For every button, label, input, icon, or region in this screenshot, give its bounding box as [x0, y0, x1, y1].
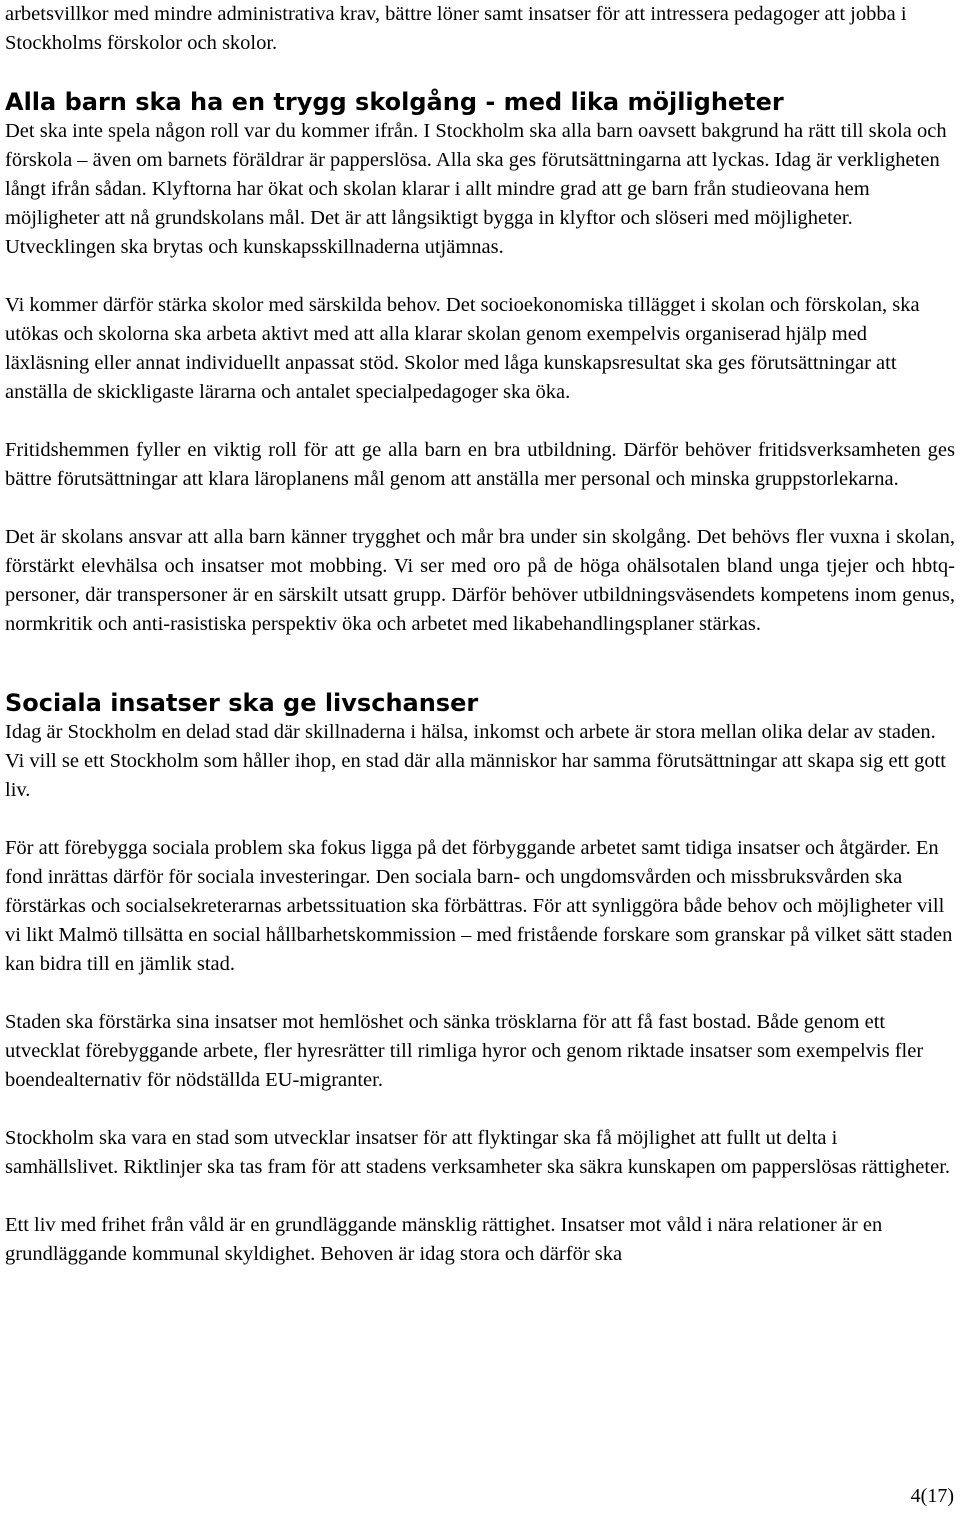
paragraph: Stockholm ska vara en stad som utvecklar insatser för att flyktingar ska få möjlighet att fullt ut delta i samhällslivet. Riktlinjer ska tas fram för att stadens verksamheter ska säkra kunskapen om papperslösas rättigheter.: [5, 1127, 951, 1178]
spacer: [5, 1095, 955, 1124]
spacer: [5, 58, 955, 87]
spacer: [5, 805, 955, 834]
paragraph: Staden ska förstärka sina insatser mot hemlöshet och sänka trösklarna för att få fast bostad. Både genom ett utvecklat förebyggande arbete, fler hyresrätter till rimliga hyror och genom riktade insatser som exempelvis fler boendealternativ för nödställda EU-migranter.: [5, 1011, 924, 1091]
section-heading-sociala-insatser: Sociala insatser ska ge livschanser: [5, 689, 479, 717]
paragraph: Fritidshemmen fyller en viktig roll för att ge alla barn en bra utbildning. Därför behöver fritidsverksamheten ges bättre förutsättningar att klara läroplanens mål genom att anställa mer personal och minska gruppstorlekarna.: [5, 439, 955, 490]
paragraph: För att förebygga sociala problem ska fokus ligga på det förbyggande arbetet samt tidiga insatser och åtgärder. En fond inrättas därför för sociala investeringar. Den sociala barn- och ungdomsvården och missbruksvården ska förstärkas och socialsekreterarnas arbetssituation ska förbättras. För att synliggöra både behov och möjligheter vill vi likt Malmö tillsätta en social hållbarhetskommission – med fristående forskare som granskar på vilket sätt staden kan bidra till en jämlik stad.: [5, 837, 953, 975]
paragraph: Idag är Stockholm en delad stad där skillnaderna i hälsa, inkomst och arbete är stora mellan olika delar av staden. Vi vill se ett Stockholm som håller ihop, en stad där alla människor har samma förutsättningar att skapa sig ett gott liv.: [5, 721, 946, 801]
spacer: [5, 407, 955, 436]
paragraph: Ett liv med frihet från våld är en grundläggande mänsklig rättighet. Insatser mot våld i nära relationer är en grundläggande kommunal skyldighet. Behoven är idag stora och därför ska: [5, 1214, 883, 1265]
paragraph: Det ska inte spela någon roll var du kommer ifrån. I Stockholm ska alla barn oavsett bakgrund ha rätt till skola och förskola – även om barnets föräldrar är papperslösa. Alla ska ges förutsättningarna att lyckas. Idag är verkligheten långt ifrån sådan. Klyftorna har ökat och skolan klarar i allt mindre grad att ge barn från studieovana hem möjligheter att nå grundskolans mål. Det är att långsiktigt bygga in klyftor och slöseri med möjligheter. Utvecklingen ska brytas och kunskapsskillnaderna utjämnas.: [5, 120, 947, 258]
spacer: [5, 494, 955, 523]
page-number: 4(17): [910, 1485, 954, 1507]
spacer: [5, 262, 955, 291]
section-heading-skolgang: Alla barn ska ha en trygg skolgång - med lika möjligheter: [5, 88, 784, 116]
paragraph: Vi kommer därför stärka skolor med särskilda behov. Det socioekonomiska tillägget i skolan och förskolan, ska utökas och skolorna ska arbeta aktivt med att alla klarar skolan genom exempelvis organiserad hjälp med läxläsning eller annat individuellt anpassat stöd. Skolor med låga kunskapsresultat ska ges förutsättningar att anställa de skickligaste lärarna och antalet specialpedagoger ska öka.: [5, 294, 920, 403]
intro-paragraph: arbetsvillkor med mindre administrativa krav, bättre löner samt insatser för att intressera pedagoger att jobba i Stockholms förskolor och skolor.: [5, 3, 907, 54]
paragraph: Det är skolans ansvar att alla barn känner trygghet och mår bra under sin skolgång. Det behövs fler vuxna i skolan, förstärkt elevhälsa och insatser mot mobbing. Vi ser med oro på de höga ohälsotalen bland unga tjejer och hbtq-personer, där transpersoner är en särskilt utsatt grupp. Därför behöver utbildningsväsendets kompetens inom genus, normkritik och anti-rasistiska perspektiv öka och arbetet med likabehandlingsplaner stärkas.: [5, 526, 955, 635]
spacer: [5, 639, 955, 688]
document-page: [5, 0, 955, 1269]
spacer: [5, 979, 955, 1008]
spacer: [5, 1182, 955, 1211]
